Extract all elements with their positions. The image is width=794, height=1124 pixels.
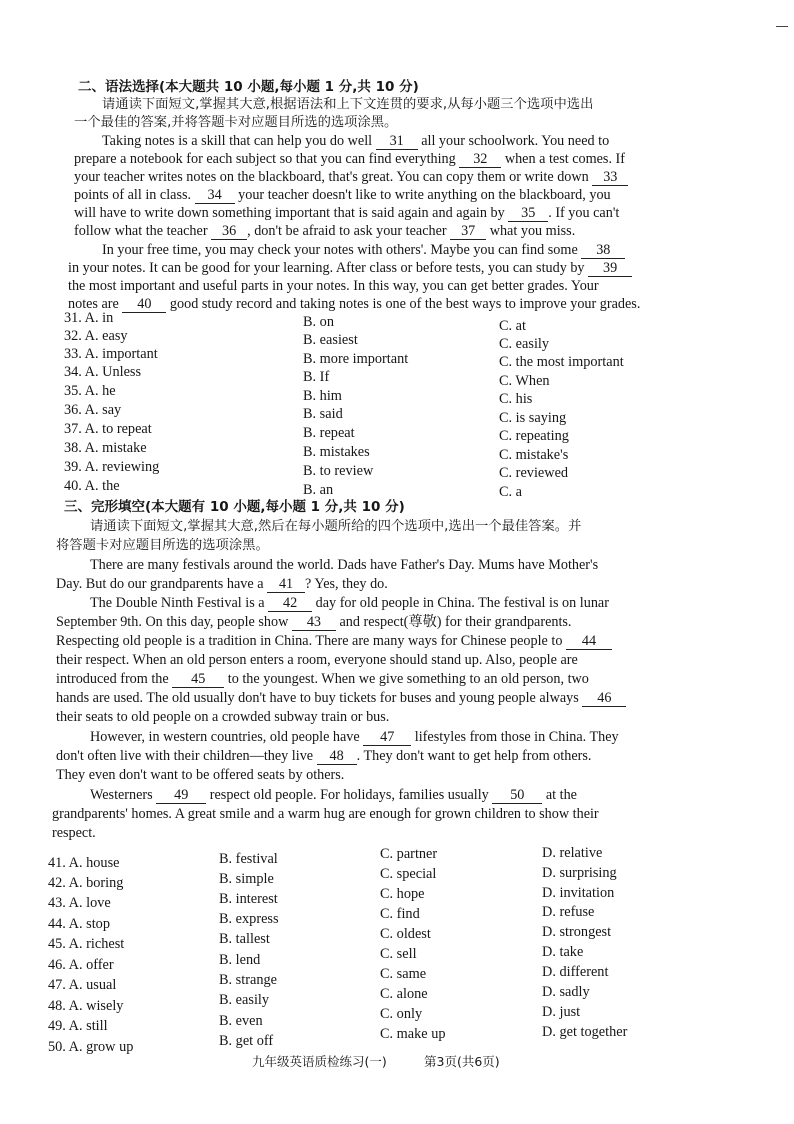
option-50-d[interactable]: D. get together [542,1024,628,1040]
section2-instruction-line2: 一个最佳的答案,并将答题卡对应题目所选的选项涂黑。 [74,115,398,130]
cloze-line: Westerners 49 respect old people. For holidays, families usually 50 at the [90,787,577,803]
option-34-a[interactable]: 34. A. Unless [64,364,142,380]
blank-33[interactable]: 33 [592,170,628,186]
option-44-c[interactable]: C. find [380,906,420,922]
option-42-c[interactable]: C. special [380,866,437,882]
blank-34[interactable]: 34 [195,188,235,204]
option-35-b[interactable]: B. him [303,388,342,404]
option-46-b[interactable]: B. lend [219,952,261,968]
option-41-c[interactable]: C. partner [380,846,438,862]
cloze-line: grandparents' homes. A great smile and a warm hug are enough for grown children to show their [52,806,599,822]
cloze-line: Day. But do our grandparents have a 41 ? Yes, they do. [56,576,388,592]
option-49-c[interactable]: C. only [380,1006,423,1022]
option-32-c[interactable]: C. easily [499,336,550,352]
option-49-b[interactable]: B. even [219,1013,263,1029]
blank-37[interactable]: 37 [450,224,486,240]
passage-2-line: in your notes. It can be good for your learning. After class or before tests, you can study by 39 [68,259,632,277]
footer-title: 九年级英语质检练习(一) [252,1054,387,1069]
option-38-c[interactable]: C. mistake's [499,447,569,463]
blank-41[interactable]: 41 [267,577,305,593]
option-32-b[interactable]: B. easiest [303,332,358,348]
option-31-a[interactable]: 31. A. in [64,310,114,326]
option-41-d[interactable]: D. relative [542,845,603,861]
option-35-a[interactable]: 35. A. he [64,383,116,399]
option-33-b[interactable]: B. more important [303,351,409,367]
option-42-b[interactable]: B. simple [219,871,274,887]
option-44-b[interactable]: B. express [219,911,279,927]
blank-46[interactable]: 46 [582,691,626,707]
option-34-b[interactable]: B. If [303,369,330,385]
blank-35[interactable]: 35 [508,206,548,222]
option-39-c[interactable]: C. reviewed [499,465,569,481]
option-48-a[interactable]: 48. A. wisely [48,998,124,1014]
option-36-c[interactable]: C. is saying [499,410,567,426]
cloze-line: However, in western countries, old people have 47 lifestyles from those in China. They [90,729,619,745]
option-48-c[interactable]: C. alone [380,986,428,1002]
option-43-c[interactable]: C. hope [380,886,425,902]
option-43-a[interactable]: 43. A. love [48,895,111,911]
section2-title: 二、语法选择(本大题共 10 小题,每小题 1 分,共 10 分) [78,79,419,95]
option-45-a[interactable]: 45. A. richest [48,936,125,952]
option-47-a[interactable]: 47. A. usual [48,977,117,993]
option-44-d[interactable]: D. refuse [542,904,595,920]
blank-45[interactable]: 45 [172,672,224,688]
option-49-a[interactable]: 49. A. still [48,1018,108,1034]
option-38-a[interactable]: 38. A. mistake [64,440,147,456]
blank-39[interactable]: 39 [588,261,632,277]
section3-title: 三、完形填空(本大题有 10 小题,每小题 1 分,共 10 分) [64,499,405,515]
passage-1-line: points of all in class. 34 your teacher doesn't like to write anything on the blackboard, you [74,187,611,203]
blank-50[interactable]: 50 [492,788,542,804]
option-50-c[interactable]: C. make up [380,1026,446,1042]
passage-1-line: your teacher writes notes on the blackboard, that's great. You can copy them or write down 33 [74,168,628,186]
cloze-line: don't often live with their children—they live 48 . They don't want to get help from others. [56,748,592,764]
option-33-a[interactable]: 33. A. important [64,346,158,362]
passage-1-line: follow what the teacher 36 , don't be afraid to ask your teacher 37 what you miss. [74,223,576,239]
option-36-b[interactable]: B. said [303,406,343,422]
blank-31[interactable]: 31 [376,134,418,150]
option-41-b[interactable]: B. festival [219,851,278,867]
blank-48[interactable]: 48 [317,749,357,765]
option-33-c[interactable]: C. the most important [499,354,624,370]
option-31-c[interactable]: C. at [499,318,527,334]
option-48-b[interactable]: B. easily [219,992,270,1008]
cloze-line: their respect. When an old person enters a room, everyone should stand up. Also, people are [56,652,578,668]
option-48-d[interactable]: D. sadly [542,984,590,1000]
section3-instruction-line1: 请通读下面短文,掌握其大意,然后在每小题所给的四个选项中,选出一个最佳答案。并 [90,519,582,534]
blank-38[interactable]: 38 [581,243,625,259]
blank-36[interactable]: 36 [211,224,247,240]
cloze-line: There are many festivals around the world. Dads have Father's Day. Mums have Mother's [90,557,599,573]
page-edge-mark [776,26,788,27]
option-41-a[interactable]: 41. A. house [48,855,120,871]
option-50-b[interactable]: B. get off [219,1033,274,1049]
option-47-d[interactable]: D. different [542,964,609,980]
cloze-line: their seats to old people on a crowded subway train or bus. [56,709,390,725]
passage-2-line: notes are 40 good study record and taking notes is one of the best ways to improve your grades. [68,296,641,312]
blank-43[interactable]: 43 [292,615,336,631]
blank-49[interactable]: 49 [156,788,206,804]
passage-1-line: Taking notes is a skill that can help you do well 31 all your schoolwork. You need to [102,133,610,149]
option-35-c[interactable]: C. his [499,391,533,407]
option-47-b[interactable]: B. strange [219,972,277,988]
option-42-d[interactable]: D. surprising [542,865,617,881]
passage-2-line: the most important and useful parts in your notes. In this way, you can get better grades. Your [68,278,599,294]
option-40-a[interactable]: 40. A. the [64,478,120,494]
option-46-a[interactable]: 46. A. offer [48,957,114,973]
option-50-a[interactable]: 50. A. grow up [48,1039,134,1055]
passage-2-line: In your free time, you may check your notes with others'. Maybe you can find some 38 [102,241,625,259]
option-45-d[interactable]: D. strongest [542,924,612,940]
option-37-a[interactable]: 37. A. to repeat [64,421,152,437]
cloze-line: September 9th. On this day, people show 43 and respect(尊敬) for their grandparents. [56,614,572,630]
option-37-b[interactable]: B. repeat [303,425,355,441]
cloze-line: introduced from the 45 to the youngest. When we give something to an old person, two [56,671,589,687]
passage-1-line: will have to write down something important that is said again and again by 35 . If you can't [74,205,620,221]
passage-1-line: prepare a notebook for each subject so that you can find everything 32 when a test comes. If [74,151,626,167]
option-49-d[interactable]: D. just [542,1004,581,1020]
blank-40[interactable]: 40 [122,297,166,313]
option-46-d[interactable]: D. take [542,944,584,960]
option-43-b[interactable]: B. interest [219,891,278,907]
footer-page-number: 第3页(共6页) [424,1054,500,1069]
cloze-line: The Double Ninth Festival is a 42 day for old people in China. The festival is on lunar [90,595,609,611]
option-36-a[interactable]: 36. A. say [64,402,122,418]
section2-instruction-line1: 请通读下面短文,掌握其大意,根据语法和上下文连贯的要求,从每小题三个选项中选出 [102,97,594,112]
option-47-c[interactable]: C. same [380,966,427,982]
option-34-c[interactable]: C. When [499,373,550,389]
option-42-a[interactable]: 42. A. boring [48,875,124,891]
cloze-line: They even don't want to be offered seats by others. [56,767,345,783]
option-44-a[interactable]: 44. A. stop [48,916,110,932]
blank-32[interactable]: 32 [459,152,501,168]
cloze-line: hands are used. The old usually don't have to buy tickets for buses and young people always 46 [56,689,626,707]
blank-47[interactable]: 47 [363,730,411,746]
cloze-line: respect. [52,825,96,841]
option-40-b[interactable]: B. an [303,482,334,498]
option-40-c[interactable]: C. a [499,484,523,500]
option-32-a[interactable]: 32. A. easy [64,328,128,344]
option-38-b[interactable]: B. mistakes [303,444,370,460]
blank-44[interactable]: 44 [566,634,612,650]
cloze-line: Respecting old people is a tradition in China. There are many ways for Chinese people to 44 [56,632,612,650]
option-45-c[interactable]: C. oldest [380,926,431,942]
option-43-d[interactable]: D. invitation [542,885,615,901]
section3-instruction-line2: 将答题卡对应题目所选的选项涂黑。 [56,538,269,553]
option-45-b[interactable]: B. tallest [219,931,270,947]
option-46-c[interactable]: C. sell [380,946,417,962]
option-37-c[interactable]: C. repeating [499,428,569,444]
option-39-b[interactable]: B. to review [303,463,374,479]
blank-42[interactable]: 42 [268,596,312,612]
option-31-b[interactable]: B. on [303,314,334,330]
option-39-a[interactable]: 39. A. reviewing [64,459,160,475]
